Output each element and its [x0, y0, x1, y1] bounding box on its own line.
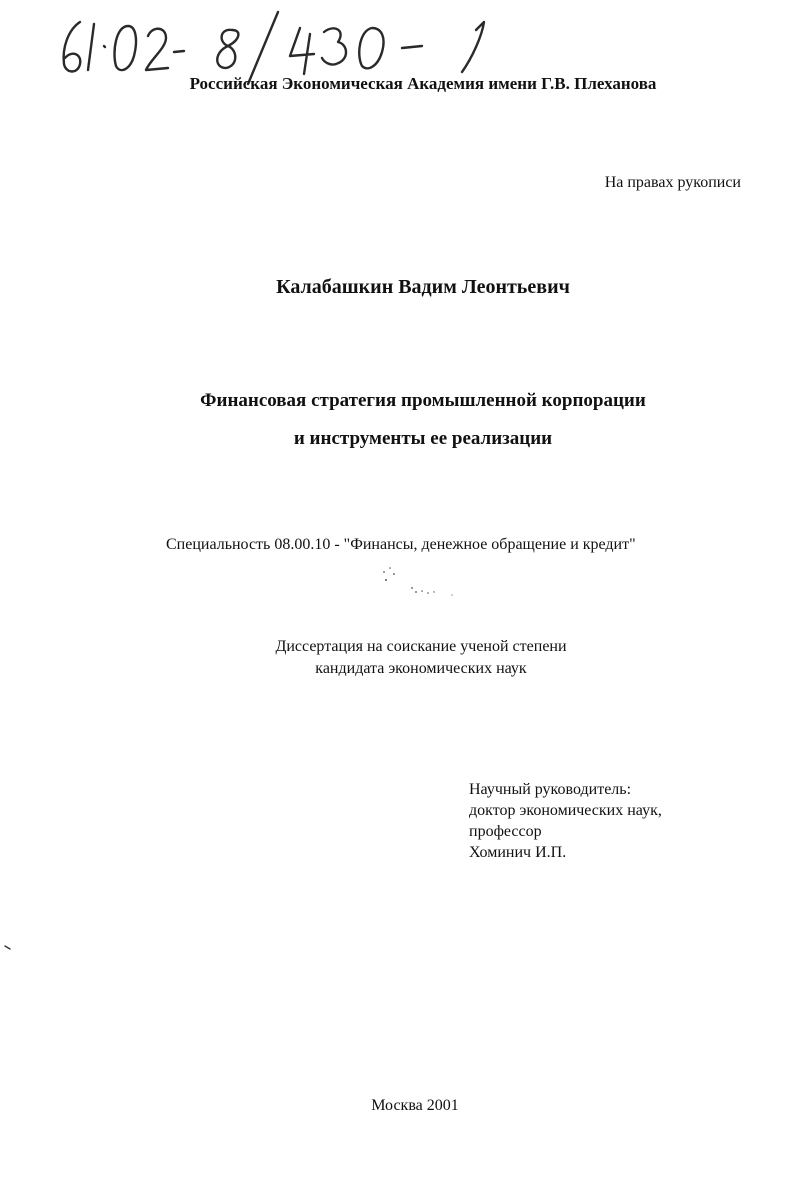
margin-mark-drawing [4, 945, 12, 951]
degree-line-2: кандидата экономических наук [315, 660, 527, 677]
city-and-year: Москва 2001 [371, 1097, 459, 1114]
supervisor-line-2: доктор экономических наук, [469, 802, 662, 819]
degree-line-1: Диссертация на соискание ученой степени [275, 638, 567, 655]
title-line-2: и инструменты ее реализации [293, 428, 553, 449]
speckles-drawing [372, 562, 482, 602]
scientific-supervisor [469, 779, 662, 863]
author-name: Калабашкин Вадим Леонтьевич [276, 276, 570, 298]
title-line-1: Финансовая стратегия промышленной корпорации [200, 390, 646, 411]
specialty-line: Специальность 08.00.10 - "Финансы, денежное обращение и кредит" [166, 536, 636, 553]
supervisor-line-4: Хоминич И.П. [469, 844, 567, 861]
margin-mark [4, 938, 12, 944]
dissertation-title [0, 382, 796, 458]
supervisor-line-3: профессор [469, 823, 542, 840]
degree-statement [0, 636, 796, 680]
manuscript-note: На правах рукописи [604, 174, 741, 191]
scan-speckles [372, 562, 482, 602]
organization-name: Российская Экономическая Академия имени Г.В. Плеханова [189, 74, 657, 93]
supervisor-line-1: Научный руководитель: [469, 781, 632, 798]
